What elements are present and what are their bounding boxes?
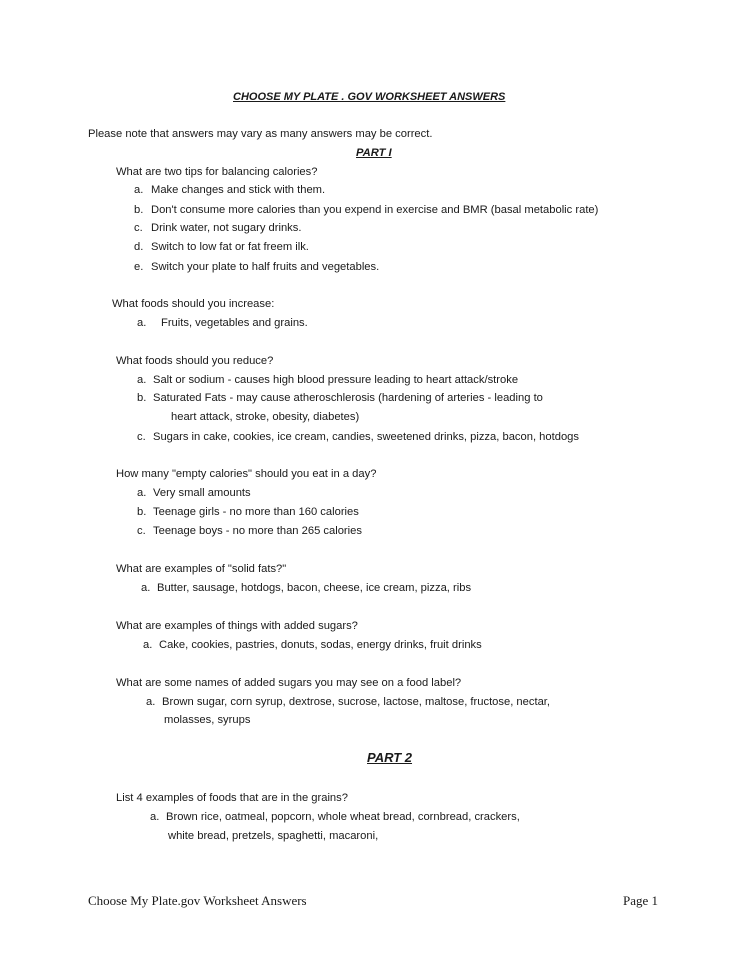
answer-text-continued: molasses, syrups bbox=[164, 714, 251, 726]
answer-text-continued: heart attack, stroke, obesity, diabetes) bbox=[171, 411, 360, 423]
answer-text: Saturated Fats - may cause atheroschlerosis (hardening of arteries - leading to bbox=[153, 392, 543, 404]
page-title: CHOOSE MY PLATE . GOV WORKSHEET ANSWERS bbox=[233, 91, 506, 103]
answer-text: Switch to low fat or fat freem ilk. bbox=[151, 241, 309, 253]
answer-text: Teenage girls - no more than 160 calories bbox=[153, 506, 359, 518]
answer-marker: a. bbox=[150, 811, 160, 823]
answer-text: Teenage boys - no more than 265 calories bbox=[153, 525, 362, 537]
answer-marker: a. bbox=[137, 487, 147, 499]
answer-text: Switch your plate to half fruits and vegetables. bbox=[151, 261, 380, 273]
answer-marker: e. bbox=[134, 261, 144, 273]
question-1: What are two tips for balancing calories? bbox=[116, 166, 318, 178]
footer-title: Choose My Plate.gov Worksheet Answers bbox=[88, 893, 307, 908]
answer-text: Salt or sodium - causes high blood pressure leading to heart attack/stroke bbox=[153, 374, 519, 386]
answer-marker: c. bbox=[137, 431, 146, 443]
answer-marker: b. bbox=[137, 506, 147, 518]
question-8: List 4 examples of foods that are in the grains? bbox=[116, 792, 348, 804]
answer-text: Don't consume more calories than you expend in exercise and BMR (basal metabolic rate) bbox=[151, 204, 599, 216]
question-4: How many "empty calories" should you eat in a day? bbox=[116, 468, 377, 480]
part-1-heading: PART I bbox=[356, 147, 392, 159]
answer-marker: a. bbox=[137, 374, 147, 386]
answer-text: Very small amounts bbox=[153, 487, 251, 499]
answer-marker: a. bbox=[134, 184, 144, 196]
question-5: What are examples of "solid fats?" bbox=[116, 563, 287, 575]
answer-marker: b. bbox=[137, 392, 147, 404]
answer-text: Brown rice, oatmeal, popcorn, whole wheat bread, cornbread, crackers, bbox=[166, 811, 520, 823]
answer-text: Fruits, vegetables and grains. bbox=[161, 317, 308, 329]
answer-marker: a. bbox=[141, 582, 151, 594]
question-6: What are examples of things with added sugars? bbox=[116, 620, 358, 632]
answer-marker: a. bbox=[146, 696, 156, 708]
answer-text: Cake, cookies, pastries, donuts, sodas, energy drinks, fruit drinks bbox=[159, 639, 482, 651]
answer-text: Make changes and stick with them. bbox=[151, 184, 326, 196]
answer-text: Sugars in cake, cookies, ice cream, candies, sweetened drinks, pizza, bacon, hotdogs bbox=[153, 431, 579, 443]
answer-marker: c. bbox=[134, 222, 143, 234]
answer-text: Brown sugar, corn syrup, dextrose, sucrose, lactose, maltose, fructose, nectar, bbox=[162, 696, 551, 708]
page-number: Page 1 bbox=[623, 893, 659, 908]
answer-marker: c. bbox=[137, 525, 146, 537]
part-2-heading: PART 2 bbox=[367, 750, 413, 765]
question-7: What are some names of added sugars you may see on a food label? bbox=[116, 677, 462, 689]
answer-marker: a. bbox=[143, 639, 153, 651]
answer-marker: a. bbox=[137, 317, 147, 329]
answer-text: Butter, sausage, hotdogs, bacon, cheese, ice cream, pizza, ribs bbox=[157, 582, 472, 594]
answer-marker: d. bbox=[134, 241, 144, 253]
answer-text-continued: white bread, pretzels, spaghetti, macaroni, bbox=[168, 830, 379, 842]
intro-note: Please note that answers may vary as many answers may be correct. bbox=[88, 128, 433, 140]
question-2: What foods should you increase: bbox=[112, 298, 275, 310]
answer-marker: b. bbox=[134, 204, 144, 216]
answer-text: Drink water, not sugary drinks. bbox=[151, 222, 302, 234]
question-3: What foods should you reduce? bbox=[116, 355, 274, 367]
